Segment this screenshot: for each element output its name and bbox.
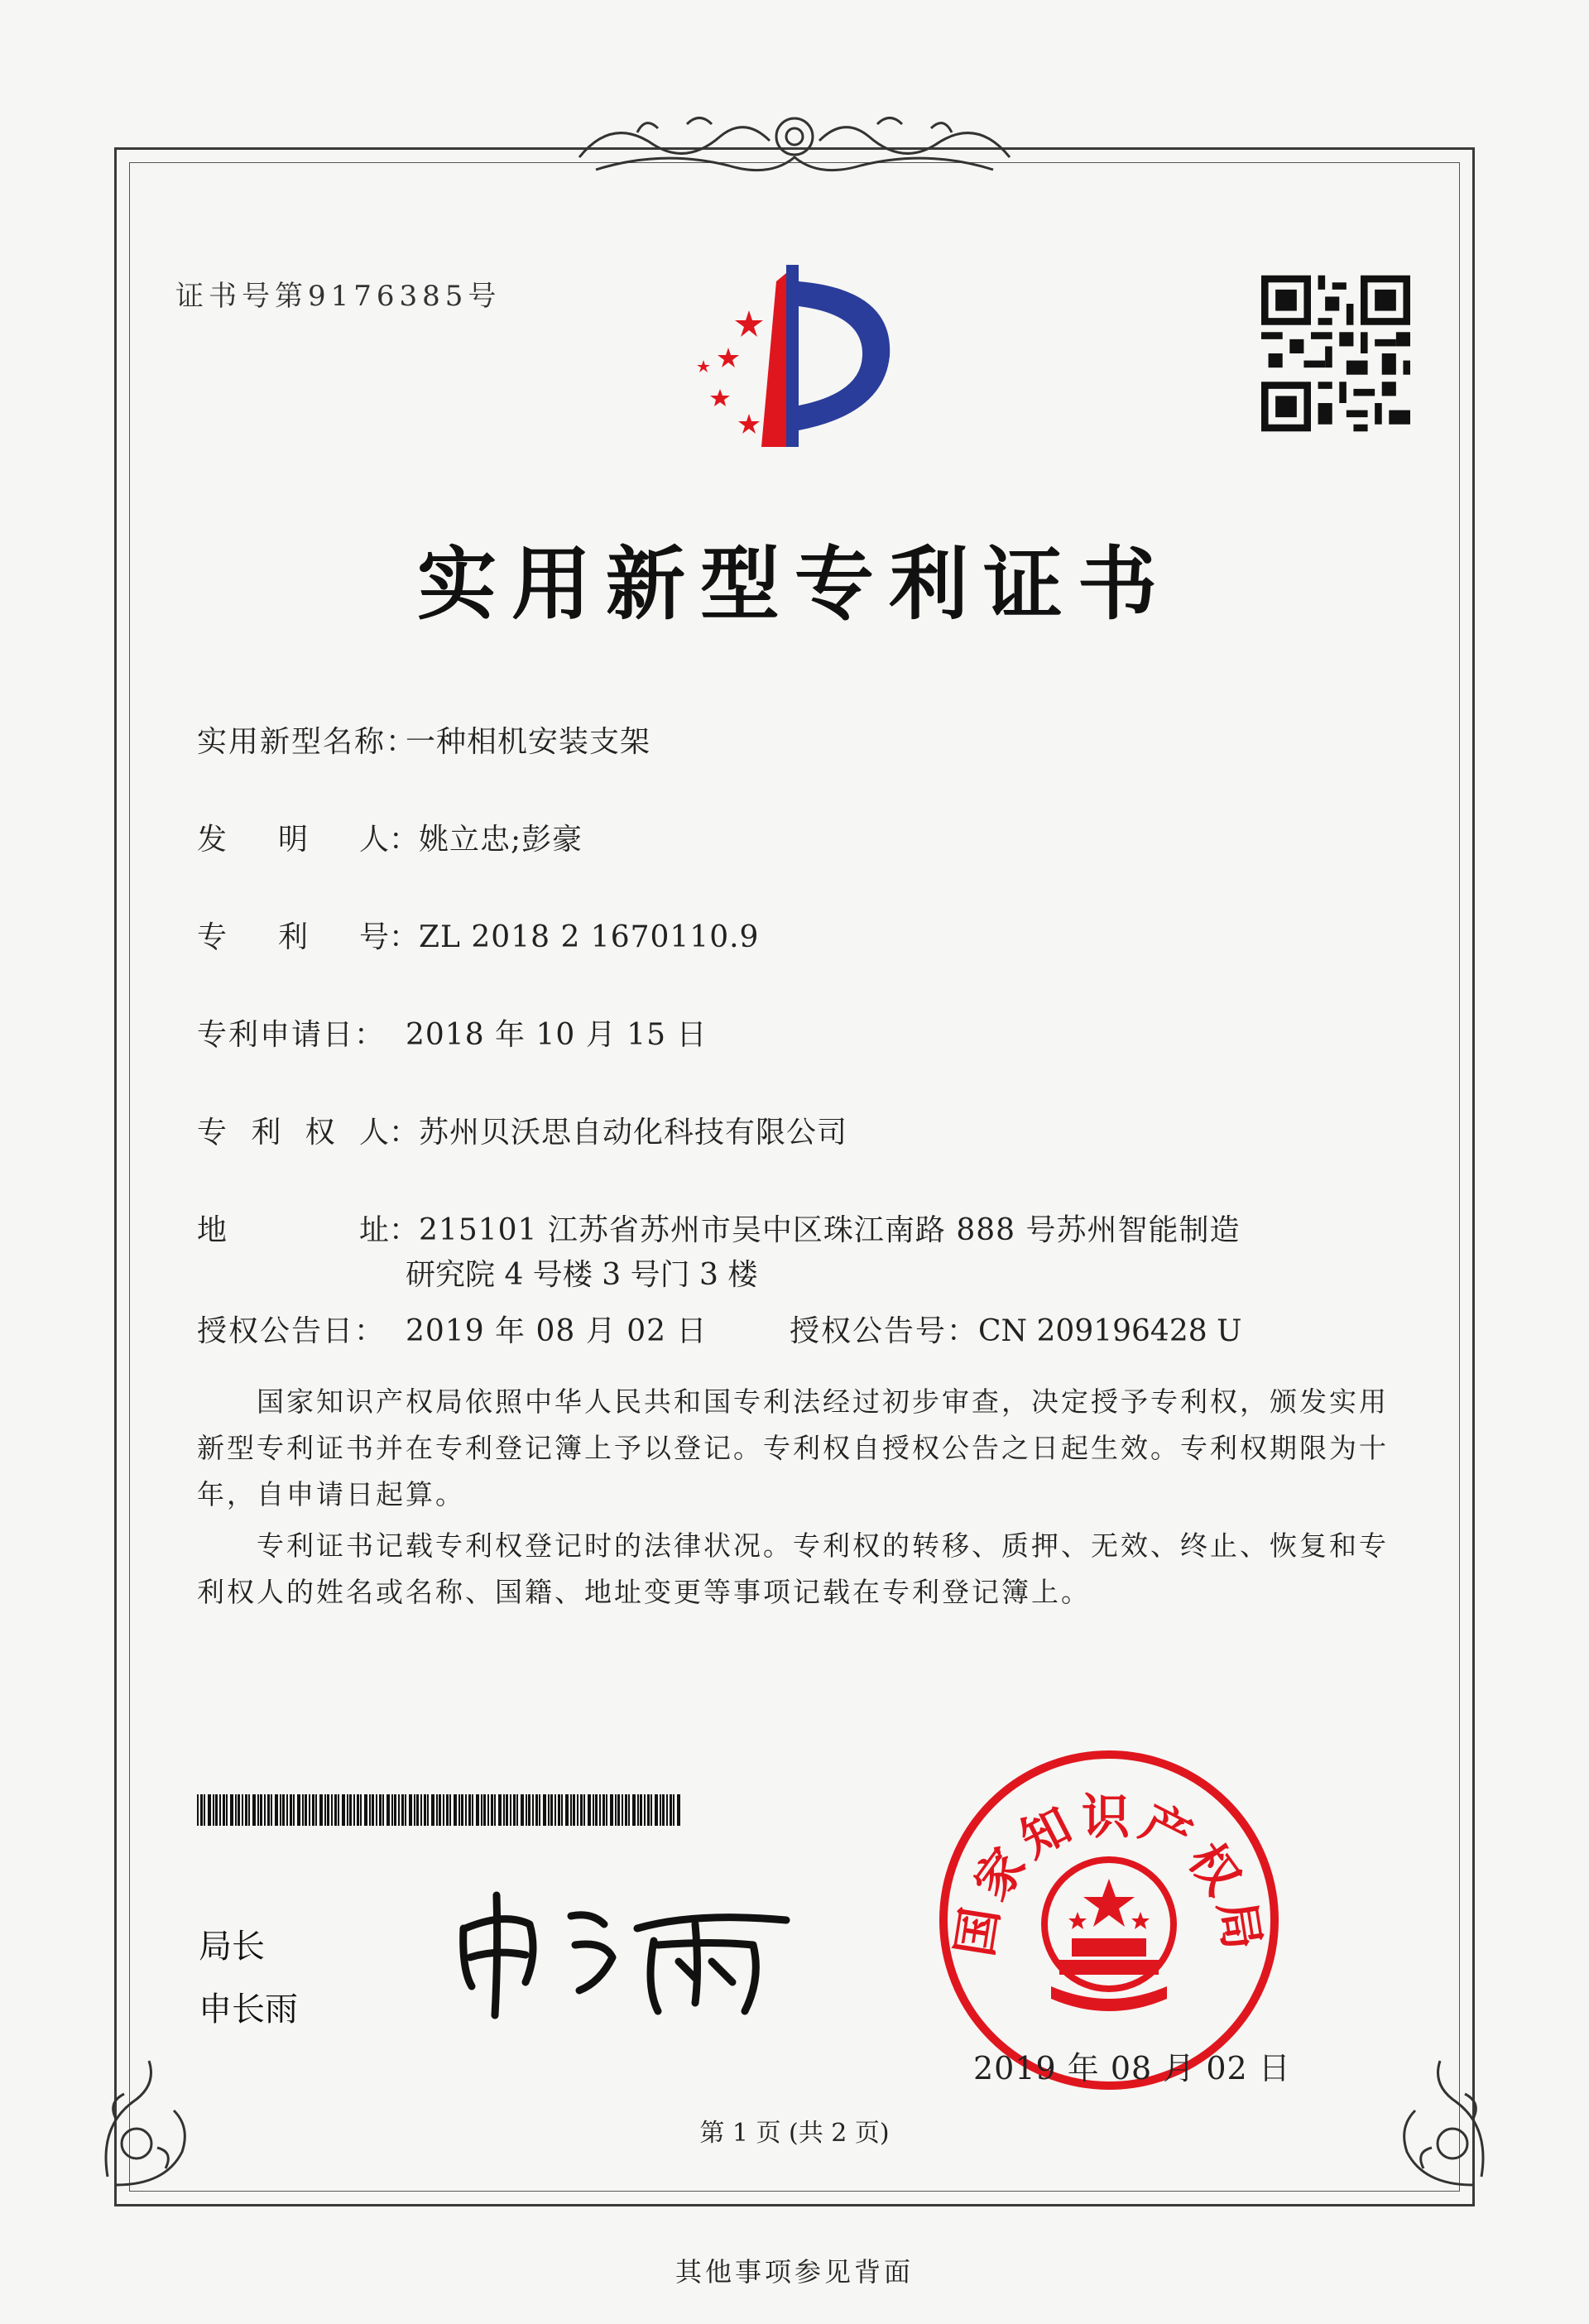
signature-icon: [447, 1879, 803, 2019]
field-patentee: 专 利 权 人 ：苏州贝沃思自动化科技有限公司: [197, 1109, 847, 1151]
director-name: 申长雨: [199, 1990, 298, 2029]
field-address-line2: 研究院 4 号楼 3 号门 3 楼: [406, 1258, 758, 1292]
ornament-top-icon: [563, 99, 1026, 190]
field-patent-number: 专 利 号 ：ZL 2018 2 1670110.9: [197, 914, 759, 956]
barcode-icon: [197, 1794, 685, 1826]
page-indicator: 第 1 页 (共 2 页): [699, 2119, 890, 2148]
field-value: 姚立忠;彭豪: [419, 823, 583, 857]
field-value: 215101 江苏省苏州市吴中区珠江南路 888 号苏州智能制造: [419, 1213, 1241, 1247]
footer-note: 其他事项参见背面: [674, 2256, 914, 2288]
field-label: 发 明 人: [197, 823, 389, 857]
field-label: 专利申请日：: [197, 1018, 386, 1052]
field-grant-date: [197, 1308, 707, 1350]
field-label: 实用新型名称：: [197, 725, 418, 759]
page-title: 实用新型专利证书: [417, 537, 1172, 631]
field-label: 专 利 号: [197, 920, 389, 954]
field-label: 地 址: [197, 1213, 389, 1247]
field-application-date: [197, 1011, 707, 1054]
patent-office-logo-icon: [670, 257, 919, 455]
field-inventor: 发 明 人 ：姚立忠;彭豪: [197, 816, 583, 858]
field-value: 苏州贝沃思自动化科技有限公司: [419, 1116, 848, 1150]
field-label: 专 利 权 人: [197, 1116, 389, 1150]
qr-code-icon: [1261, 275, 1410, 432]
field-grant-number: [790, 1308, 1241, 1350]
field-value: ZL 2018 2 1670110.9: [419, 920, 760, 954]
field-address: 地 址 ：215101 江苏省苏州市吴中区珠江南路 888 号苏州智能制造: [197, 1207, 1241, 1249]
statement-paragraph: 国家知识产权局依照中华人民共和国专利法经过初步审查，决定授予专利权，颁发实用新型专利证书并在专利登记簿上予以登记。专利权自授权公告之日起生效。专利权期限为十年，自申请日起算。: [197, 1385, 1389, 1510]
certificate-number: 证书号第9176385号: [175, 280, 502, 313]
field-label: 授权公告号：: [790, 1314, 979, 1348]
field-value: 2018 年 10 月 15 日: [406, 1018, 708, 1052]
seal-date: 2019 年 08 月 02 日: [973, 2050, 1291, 2086]
field-value: 2019 年 08 月 02 日: [406, 1314, 708, 1348]
director-title: 局长: [199, 1928, 265, 1966]
official-seal-icon: [935, 1746, 1283, 2094]
field-value: CN 209196428 U: [978, 1314, 1242, 1348]
statement-paragraph: 专利证书记载专利权登记时的法律状况。专利权的转移、质押、无效、终止、恢复和专利权人的姓名或名称、国籍、地址变更等事项记载在专利登记簿上。: [197, 1529, 1389, 1608]
svg-text:国家知识产权局: 国家知识产权局: [946, 1789, 1272, 1961]
field-label: 授权公告日：: [197, 1314, 386, 1348]
field-value: 一种相机安装支架: [406, 725, 651, 759]
field-utility-model-name: [197, 718, 650, 761]
